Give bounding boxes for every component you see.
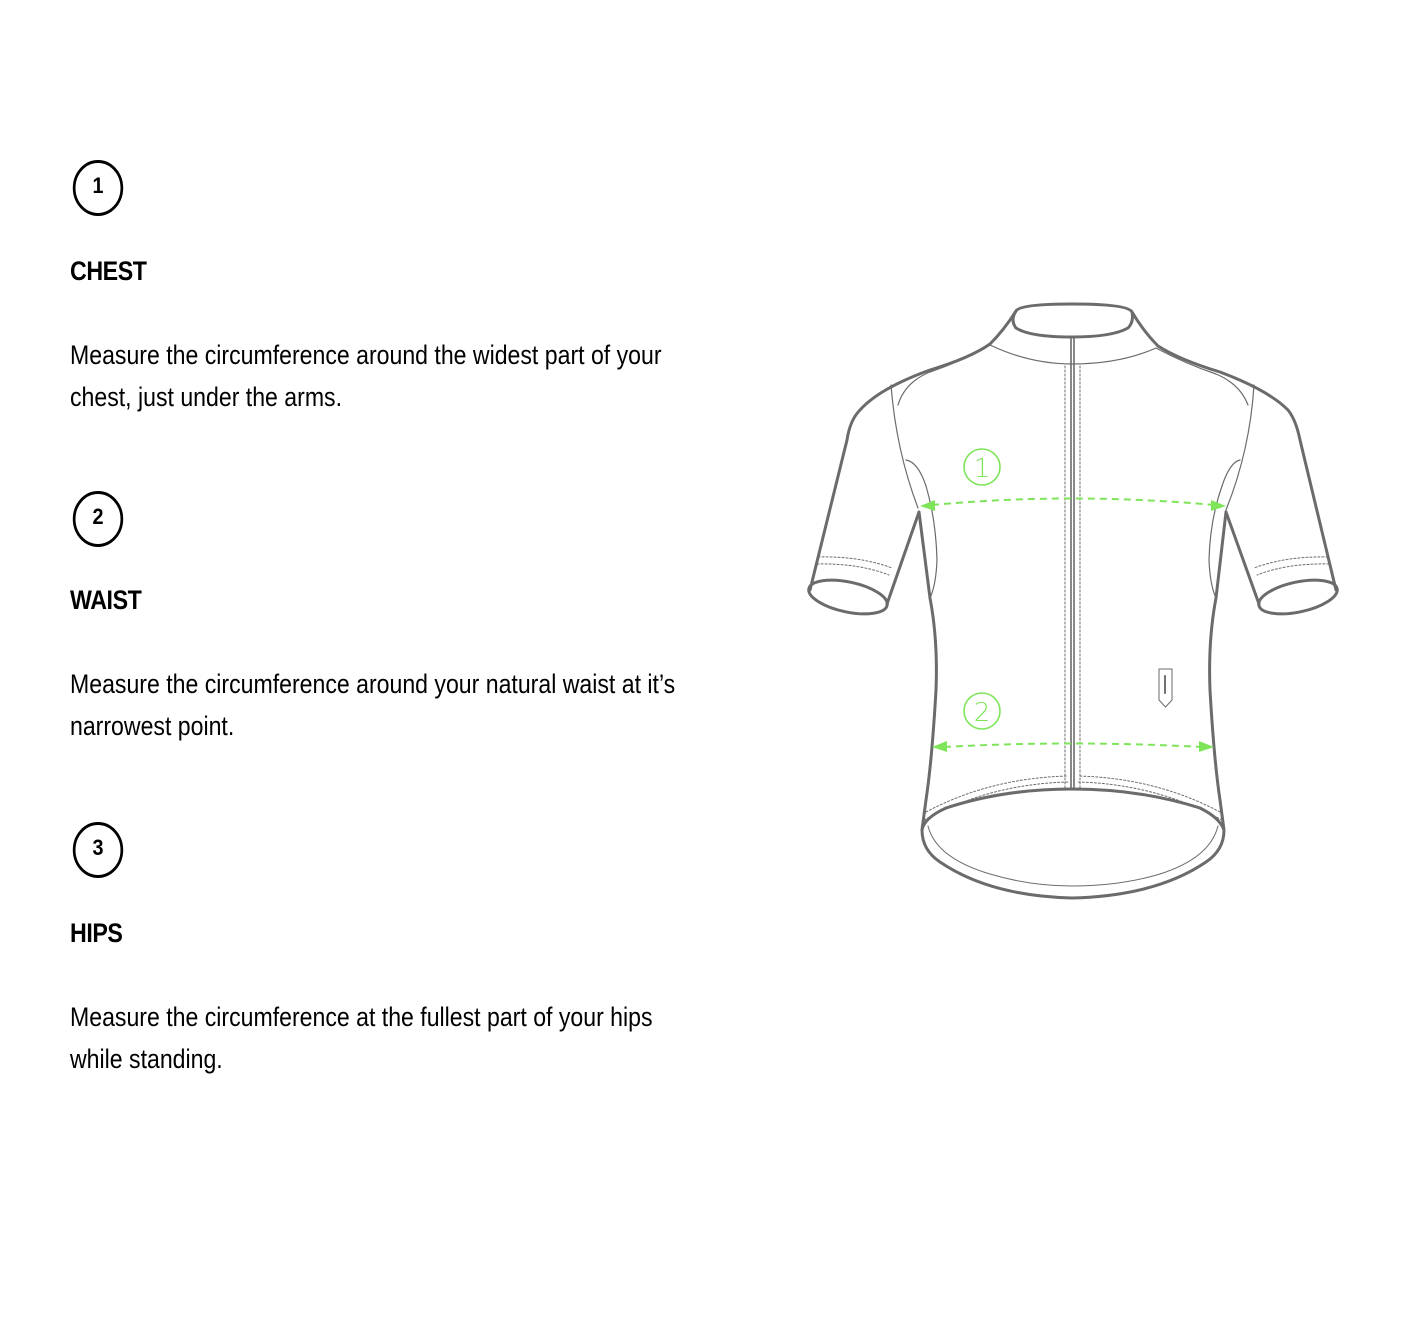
step-title: HIPS bbox=[70, 918, 123, 948]
step-description: Measure the circumference at the fullest part of your hips while standing. bbox=[70, 1002, 653, 1074]
waist-measurement-marker bbox=[932, 693, 1214, 752]
jersey-illustration bbox=[800, 290, 1350, 910]
step-waist bbox=[70, 491, 730, 741]
step-hips bbox=[70, 822, 730, 1074]
step-number-badge bbox=[73, 822, 123, 878]
step-description: Measure the circumference around the widest part of your chest, just under the arms. bbox=[70, 340, 662, 412]
step-number: 3 bbox=[92, 835, 104, 860]
step-chest bbox=[70, 160, 730, 412]
step-number-badge bbox=[73, 160, 123, 216]
svg-text:1: 1 bbox=[973, 454, 991, 484]
step-title: CHEST bbox=[70, 256, 147, 286]
step-number: 1 bbox=[92, 173, 104, 198]
step-number: 2 bbox=[92, 504, 104, 529]
svg-text:2: 2 bbox=[973, 698, 991, 728]
chest-measurement-marker bbox=[920, 449, 1226, 511]
step-description: Measure the circumference around your natural waist at it’s narrowest point. bbox=[70, 669, 676, 741]
step-number-badge bbox=[73, 491, 123, 547]
jersey-outline-icon bbox=[800, 290, 1350, 910]
step-title: WAIST bbox=[70, 585, 142, 615]
